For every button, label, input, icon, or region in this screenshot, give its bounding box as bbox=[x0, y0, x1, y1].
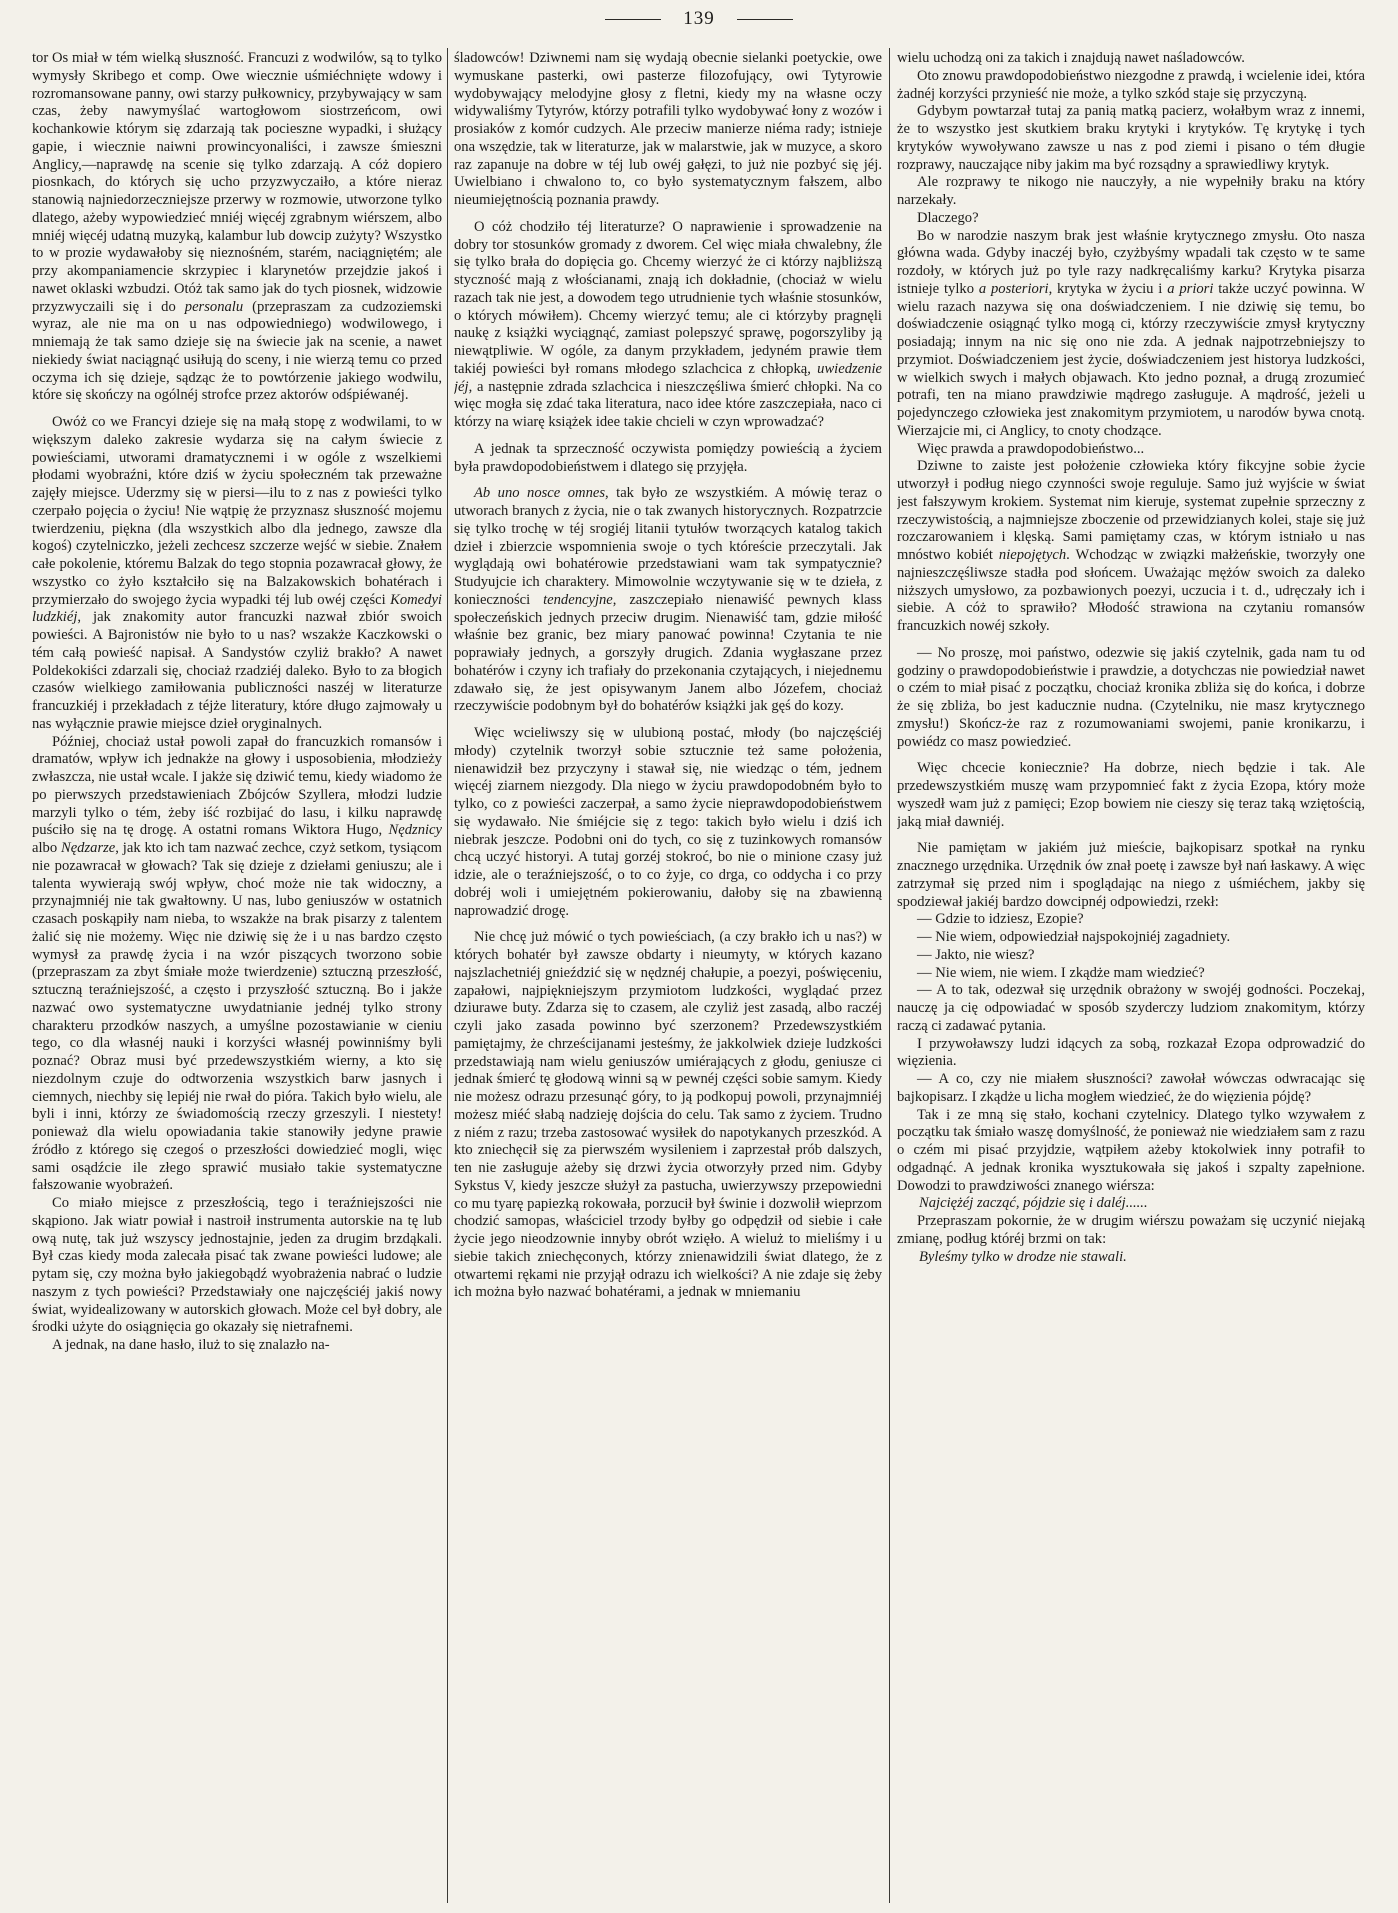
text-run: śladowców! Dziwnemi nam się wydają obecnie sielanki poetyckie, owe wymuskane pasterki, owi pasterze filozofujący, owi Tytyrowie wydobywający melodyjne głosy z fletni, kiedy my na własne oczy widywaliśmy Tytyrów, którzy potrafili tylko wydobywać łony z wozów i prosiaków z komór cudzych. Ale przeciw manierze niéma rady; istnieje ona wszędzie, tak w literaturze, jak w malarstwie, jak w muzyce, a skoro raz zapanuje na dobre w téj lub owéj gałęzi, to już nie pozbyć się jéj. Uwielbiano i chwalono to, co było systematycznym fałszem, albo nieumiejętnością poznania prawdy. bbox=[454, 50, 882, 208]
paragraph bbox=[454, 219, 882, 432]
paragraph bbox=[897, 50, 1365, 68]
text-run: Tak i ze mną się stało, kochani czytelnicy. Dlatego tylko wzywałem z początku tak śmiało waszę domyślność, że ponieważ nie wiedziałem sam z razu o czém mi pisać przyjdzie, wątpiłem ażeby ktokolwiek inny potrafił to odgadnąć. A jednak kronika wysztukowała się jakoś i szpalty zapełnione. Dowodzi to prawdziwości znanego wiérsza: bbox=[897, 1106, 1365, 1194]
text-run: , jak kto ich tam nazwać zechce, czyż setkom, tysiącom nie pozawracał w głowach? Tak się dzieje z dziełami geniuszu; ale i talenta wywierają swój wpływ, choć może nie tak widoczny, a przynajmniéj nie tak gwałtowny. U nas, lubo geniuszów w ostatnich czasach poskąpiły nam nieba, to wszakże na brak pisarzy z talentem żalić się nie możemy. Więc nie dziwię się że i u nas bardzo często wymysł za prawdę życia i na wzór piszących tworzono sobie (przepraszam za zbyt śmiałe może twierdzenie) sztuczną przeszłość, sztuczną teraźniejszość, a często i przyszłość sztuczną. Bo i jakże nazwać owo systematyczne uwydatnianie jednéj tylko strony charakteru przodków naszych, a umyślne pozostawianie w cieniu tego, co dla własnéj nauki i korzyści własnéj powinniśmy byli poznać? Obraz musi być przedewszystkiém wierny, a kto się niezdolnym czuje do odtworzenia wszystkich barw jasnych i ciemnych, niechby się lepiéj nie rwał do pióra. Takich było wielu, ale byli i inni, którzy ze świadomością rzeczy grzeszyli. I niestety! ponieważ dla wielu opowiadania takie stanowiły jedyne prawie źródło z którego się czegoś o przeszłości dowiedzieć mogli, więc sami osądźcie ile złego sprawić musiało takie systematyczne fałszowanie wyobrażeń. bbox=[32, 840, 442, 1194]
text-run: Co miało miejsce z przeszłością, tego i teraźniejszości nie skąpiono. Jak wiatr powiał i nastroił instrumenta autorskie na tę lub ową nutę, tak już wszyscy jednostajnie, jeden za drugim brzdąkali. Był czas kiedy moda zalecała pisać tak zwane powieści ludowe; ale pytam się, czy można było jakiegobądź wyobrażenia nabrać o ludzie naszym z tych powieści? Przedstawiały one najczęściéj jakiś nowy świat, wyidealizowany w autorskich głowach. Może cel był dobry, ale środki użyte do osiągnięcia go okazały się nietrafnemi. bbox=[32, 1195, 442, 1336]
text-run: Owóż co we Francyi dzieje się na małą stopę z wodwilami, to w większym daleko zakresie wydarza się na całym świecie z powieściami, utworami dramatycznemi i w ogóle z wszelkiemi płodami wyobraźni, które dziś w życiu społeczném tak przeważne zajęły miejsce. Uderzmy się w piersi—ilu to z nas z powieści tylko czerpało pojęcia o życiu! Nie wątpię że przyznasz słuszność mojemu twierdzeniu, piękna (dla wszystkich albo dla jednego, zawsze dla kogoś) czytelniczko, jeżeli zechcesz szczerze wejść w siebie. Znałem całe pokolenie, któremu Balzak do tego stopnia pozawracał głowy, że wszystko co żyło kształciło się na Balzakowskich bohatérach i przymierzało do swojego życia wypadki téj lub owéj części bbox=[32, 414, 442, 608]
paragraph bbox=[897, 760, 1365, 831]
text-run: — No proszę, moi państwo, odezwie się jakiś czytelnik, gada nam tu od godziny o prawdopodobieństwie i prawdzie, a dotychczas nie powiedział nawet o czém to miał pisać z początku, chociaż kronika zbliża się do końca, i dobrze że się zbliża, bo jest kaducznie nudna. (Czytelniku, nie masz krytycznego zmysłu!) Skończ-że raz z rozumowaniami swojemi, panie kronikarzu, i powiédz co masz powiedzieć. bbox=[897, 644, 1365, 750]
paragraph bbox=[897, 911, 1365, 929]
paragraph bbox=[897, 210, 1365, 228]
paragraph bbox=[897, 840, 1365, 911]
paragraph bbox=[897, 1107, 1365, 1196]
text-run: Ale rozprawy te nikogo nie nauczyły, a nie wypełniły braku na który narzekały. bbox=[897, 174, 1365, 208]
text-run: , tak było ze wszystkiém. A mówię teraz o utworach branych z życia, nie o tak zwanych historycznych. Rozpatrzcie się tylko trochę w téj srogiéj litanii tytułów tworzących katalog takich dzieł i zbierzcie wspomnienia swoje o tych któreście przeczytali. Jak wyglądają owi bohatérowie przedstawiani wam tak sympatycznie? Studyujcie ich charaktery. Mimowolnie wczytywanie się w te dzieła, z konieczności bbox=[454, 485, 882, 608]
italic-text-run: Ab uno nosce omnes bbox=[474, 485, 606, 502]
paragraph bbox=[897, 228, 1365, 441]
italic-text-run: uwiedzenie jéj bbox=[454, 360, 882, 395]
italic-text-run: Najciężéj zacząć, pójdzie się i daléj...... bbox=[919, 1195, 1148, 1212]
text-run: także uczyć powinna. W wielu razach nazywa się ona doświadczeniem. I nie dziwię się temu, bo doświadczenie osiągnąć tylko mogą ci, którzy rzeczywiście zmysł krytyczny posiadają; innym na nic się ono nie zda. A jednak najpotrzebniejszy to przymiot. Doświadczeniem jest życie, doświadczeniem jest historya ludzkości, w wielkich swych i małych objawach. Kto jedno poznał, a drugą zrozumieć potrafi, ten na miano prawdziwie mądrego zasługuje. A mądrość, jeżeli u pojedynczego człowieka jest znakomitym przymiotem, u narodów bywa cnotą. Wierzajcie mi, ci Anglicy, to cnoty chodzące. bbox=[897, 280, 1365, 439]
text-run: O cóż chodziło téj literaturze? O naprawienie i sprowadzenie na dobry tor stosunków gromady z dworem. Cel więc miała chwalebny, źle się tylko brała do dopięcia go. Chcemy wierzyć że ci którzy najbliższą styczność mają z włościanami, znają ich dokładnie, (chociaż w wielu razach tak nie jest, a dowodem tego utrudnienie tych właśnie stosunków, o których mówiłem). Chcemy wierzyć temu; ale ci którzyby pragnęli naukę z książki wyciągnąć, zamiast polepszyć sprawę, pogorszyliby ją niewątpliwie. W ogóle, za danym przykładem, jedyném prawie tłem takiéj powieści był romans młodego szlachcica z chłopką, bbox=[454, 218, 882, 377]
italic-text-run: Nędzarze bbox=[60, 840, 116, 856]
text-run: , zaszczepiało nienawiść pewnych klass społeczeńskich jednych przeciw drugim. Nienawiść tam, gdzie miłość właśnie bez granic, bez miary panować powinna! Czytania te nie poprawiały jednych, a gorszyły drugich. Zdania wygłaszane przez bohatérów i czyny ich trafiały do przekonania czytających, i niejednemu zdawało się, że jest opisywanym Janem albo Józefem, chociaż rzeczywiście podobnym był do bohatérów książki jak gęś do kozy. bbox=[454, 591, 882, 715]
text-run: Później, chociaż ustał powoli zapał do francuzkich romansów i dramatów, wpływ ich jednakże na głowy i usposobienia, młodzieży zwłaszcza, nie ustał wcale. I jakże się dziwić temu, kiedy wiadomo że po pierwszych przedstawieniach Zbójców Szyllera, młodzi ludzie marzyli tylko o tém, żeby iść rozbijać do lasu, i kilku naprawdę puściło się na tę drogę. A ostatni romans Wiktora Hugo, bbox=[32, 733, 442, 839]
column-divider bbox=[447, 48, 448, 1903]
paragraph bbox=[454, 441, 882, 477]
text-column-3 bbox=[897, 50, 1365, 1905]
paragraph bbox=[32, 1337, 442, 1355]
text-run: tor Os miał w tém wielką słuszność. Francuzi z wodwilów, są to tylko wymysły Skribego et comp. Owe wiecznie uśmiéchnięte wdowy i rozromansowane panny, owi starzy pułkownicy, przybywający w sam czas, żeby nawymyślać wartogłowom siostrzeńcom, owi kochankowie którym się zdarzają tak pocieszne wypadki, i służący gapie, i wiecznie naiwni prowincyonaliści, i zawsze śmieszni Anglicy,—naprawdę na scenie się tylko zdarzają. A cóż dopiero piosnkach, do których się ucho przyzwyczaiło, a które nieraz stanowią najniedorzeczniejsze przerwy w rozmowie, utworzone tylko dlatego, ażeby wypowiedzieć mniéj więcéj zgrabnym wiérszem, albo mniéj więcéj udatną muzyką, kalambur lub dowcip zużyty? Wszystko to w prozie wydawałoby się nieznośném, starém, naciągniętém; ale przy akompaniamencie skrzypiec i klarynetów przejdzie jakoś i nawet oklaski wzbudzi. Otóż tak samo jak do tych piosnek, widzowie przyzwyczaili się i do bbox=[32, 50, 442, 315]
paragraph bbox=[897, 1249, 1365, 1267]
text-run: (przepraszam za cudzoziemski wyraz, ale nie ma on u nas odpowiedniego) wodwilowego, i mniemają że tak samo dzieje się na świecie jak na scenie, a nawet niekiedy świat naciągnąć usiłują do sceny, i nie wierzą temu co przed oczyma ich się dzieje, sądząc że to powtórzenie jakiego wodwilu, które się skończy na ogólnéj strofce przez aktorów odśpiéwanéj. bbox=[32, 298, 442, 404]
page-number: 139 bbox=[683, 8, 715, 29]
paragraph bbox=[32, 734, 442, 1196]
paragraph bbox=[32, 1195, 442, 1337]
text-run: Nie pamiętam w jakiém już mieście, bajkopisarz spotkał na rynku znacznego urzędnika. Urzędnik ów znał poetę i zawsze był nań łaskawy. A więc zatrzymał się przed nim i spoglądając na niego z uśmiéchem, jakby się spodziewał jakiéj bardzo dowcipnéj odpowiedzi, rzekł: bbox=[897, 840, 1365, 910]
text-run: — A to tak, odezwał się urzędnik obrażony w swojéj godności. Poczekaj, nauczę ja cię odpowiadać w sposób szyderczy ludziom znakomitym, którzy raczą ci zadawać pytania. bbox=[897, 982, 1365, 1034]
text-run: , a następnie zdrada szlachcica i nieszczęśliwa śmierć chłopki. Na co więc mogła się zdać taka literatura, naco idee które zaszczepiała, naco ci którzy na wiarę książek idee takie chcieli w czyn wprowadzać? bbox=[454, 378, 882, 430]
paragraph bbox=[454, 929, 882, 1302]
text-run: A jednak ta sprzeczność oczywista pomiędzy powieścią a życiem była prawdopodobieństwem i dlatego się przyjęła. bbox=[454, 440, 882, 475]
paragraph bbox=[897, 441, 1365, 459]
text-run: Dlaczego? bbox=[917, 209, 979, 226]
paragraph bbox=[32, 50, 442, 405]
text-run: Nie chcę już mówić o tych powieściach, (a czy brakło ich u nas?) w których bohatér był zawsze obdarty i nieumyty, w których kazano najszlachetniéj gnieździć się w nędznéj chałupie, a poezyi, poświęceniu, zapałowi, najpiękniejszym przymiotom ludzkości, wyglądać przez dziurawe buty. Zdarza się to czasem, ale czyliż jest zasadą, albo raczéj czyli jako zasada powinno być szerzonem? Przedewszystkiém pamiętajmy, że chrześcijanami jesteśmy, że jakkolwiek dzieje ludzkości przedstawiają nam wielu geniuszów umiérających z głodu, geniusze ci jednak śmierć tę głodową winni są w pewnéj części sobie samym. Kiedy nie możesz odrazu przesunąć góry, to ją podkopuj powoli, przynajmniéj możesz miéć słabą nadzieję dojścia do celu. Tak samo z życiem. Trudno z niém z razu; trzeba zastosować wysiłek do napotykanych przeszkód. A kto zniechęcił się za pierwszém wysileniem i zaprzestał prób dalszych, ten nie zasługuje ażeby się drzwi życia otworzyły przed nim. Gdyby Sykstus V, kiedy jeszcze służył za pastucha, uwierzywszy przepowiedni co mu tyarę papiezką rokowała, porzucił był świnie i dozwolił wieprzom chodzić samopas, właściciel trzody byłby go odpędził od siebie i całe życie jego nieodzownie innyby obrót wzięło. A wieluż to mieliśmy i u siebie takich zniechęconych, którzy znienawidzili świat dlatego, że z otwartemi rękami nie przyjął odrazu ich wielkości? A nie zdaje się żeby ich można było nazwać bohatérami, a jednak w mniemaniu bbox=[454, 929, 882, 1301]
text-run: Oto znowu prawdopodobieństwo niezgodne z prawdą, i wcielenie idei, która żadnéj korzyści przynieść nie może, a tylko szkód staje się przyczyną. bbox=[897, 67, 1365, 102]
text-run: albo bbox=[32, 840, 61, 856]
text-run: A jednak, na dane hasło, iluż to się znalazło na- bbox=[52, 1337, 330, 1353]
text-run: Przepraszam pokornie, że w drugim wiérszu poważam się uczynić niejaką zmianę, podług któréj brzmi on tak: bbox=[897, 1213, 1365, 1247]
paragraph bbox=[454, 50, 882, 210]
paragraph bbox=[897, 947, 1365, 965]
column-divider bbox=[889, 48, 890, 1903]
text-run: — Nie wiem, nie wiem. I zkądże mam wiedzieć? bbox=[917, 964, 1205, 981]
text-column-2 bbox=[454, 50, 882, 1905]
text-run: Dziwne to zaiste jest położenie człowieka który fikcyjne sobie życie utworzył i podług niego czynności swoje reguluje. Samo już wyjście w świat jest fałszywym krokiem. Systemat nim kieruje, systemat zupełnie sprzeczny z rzeczywistością, a najmniejsze zboczenie od przewidzianych kolei, staje się już rozczarowaniem i klęską. Sami pamiętamy czas, w którym istniało u nas mnóstwo kobiét bbox=[897, 458, 1365, 563]
header-rule-right bbox=[737, 19, 793, 20]
paragraph bbox=[897, 103, 1365, 174]
text-run: Bo w narodzie naszym brak jest właśnie krytycznego zmysłu. Oto nasza główna wada. Gdyby inaczéj było, czyżbyśmy wpadali tak często w te same rozdoły, w których już po tyle razy nadkręcaliśmy karku? Krytyka pisarza istnieje tylko bbox=[897, 227, 1365, 297]
paragraph bbox=[897, 1213, 1365, 1249]
text-run: wielu uchodzą oni za takich i znajdują nawet naśladowców. bbox=[897, 50, 1245, 66]
italic-text-run: personalu bbox=[184, 298, 244, 315]
text-run: Więc wcieliwszy się w ulubioną postać, młody (bo najczęściéj młody) czytelnik tworzył sobie sztucznie też same położenia, nienawidził bez przyczyny i stawał się, nie wiedząc o tém, jednem więcéj ziarnem niezgody. Dla niego w życiu prawdopodobném było to tylko, co z powieści zaczerpał, a samo życie nieprawdopodobieństwem się wydawało. Nie śmiéjcie się z tego: takich było wielu i dziś ich niebrak jeszcze. Podobni oni do tych, co się z tuzinkowych romansów chcą uczyć historyi. A tutaj gorzéj stokroć, bo nie o minione czasy już idzie, ale o teraźniejszość, o to co żyje, co drga, co oddycha i co przy dobréj woli i umiejętném pokierowaniu, dałoby się na zbawienną naprowadzić drogę. bbox=[454, 725, 882, 919]
italic-text-run: Byleśmy tylko w drodze nie stawali. bbox=[919, 1248, 1127, 1265]
text-run: , krytyka w życiu i bbox=[1048, 280, 1168, 297]
italic-text-run: a priori bbox=[1167, 280, 1214, 297]
italic-text-run: Komedyi ludzkiéj bbox=[32, 591, 442, 626]
text-run: I przywoławszy ludzi idących za sobą, rozkazał Ezopa odprowadzić do więzienia. bbox=[897, 1035, 1365, 1070]
paragraph bbox=[454, 485, 882, 716]
italic-text-run: tendencyjne bbox=[543, 591, 613, 608]
paragraph bbox=[897, 982, 1365, 1035]
italic-text-run: niepojętych bbox=[998, 547, 1067, 563]
text-run: . Wchodząc w związki małżeńskie, tworzyły one najnieszczęśliwsze stadła pod słońcem. Uważając mężów swoich za daleko niższych umysłowo, za pozbawionych poezyi, uczucia i t. d., udręczały ich i siebie. A cóż to sprawiło? Młodość strawiona na czytaniu romansów francuzkich nowéj szkoły. bbox=[897, 547, 1365, 634]
paragraph bbox=[454, 725, 882, 920]
text-run: Więc chcecie koniecznie? Ha dobrze, niech będzie i tak. Ale przedewszystkiém muszę wam przypomnieć fakt z życia Ezopa, który może wyszedł wam już z pamięci; Ezop bowiem nie cieszy się teraz taką wziętością, jaką miał dawniéj. bbox=[897, 760, 1365, 830]
header-rule-left bbox=[605, 19, 661, 20]
paragraph bbox=[897, 1036, 1365, 1072]
paragraph bbox=[897, 1195, 1365, 1213]
page-header bbox=[0, 6, 1398, 32]
paragraph bbox=[897, 965, 1365, 983]
text-column-1 bbox=[32, 50, 442, 1905]
paragraph bbox=[897, 1071, 1365, 1107]
text-run: — Gdzie to idziesz, Ezopie? bbox=[917, 911, 1084, 928]
paragraph bbox=[897, 929, 1365, 947]
text-run: — Nie wiem, odpowiedział najspokojniéj zagadniety. bbox=[917, 929, 1231, 945]
text-run: — A co, czy nie miałem słuszności? zawołał wówczas odwracając się bajkopisarz. I zkądże u licha mogłem wiedzieć, że do więzienia pójdę? bbox=[897, 1071, 1365, 1105]
text-run: — Jakto, nie wiesz? bbox=[917, 946, 1035, 963]
paragraph bbox=[32, 414, 442, 734]
text-run: , jak znakomity autor francuzki nazwał zbiór swoich powieści. A Bajronistów nie było to u nas? wszakże Kaczkowski o tém całą powieść napisał. A Sandystów czyliż brakło? A nawet Poldekokiści zdarzali się, chociaż rzadziéj daleko. Było to za błogich czasów wielkiego zamiłowania publiczności naszéj w literaturze francuzkiéj i przekładach z téjże literatury, które długo zajmowały u nas wyłącznie prawie miejsce dzieł oryginalnych. bbox=[32, 609, 442, 732]
italic-text-run: Nędznicy bbox=[388, 822, 442, 839]
text-run: Więc prawda a prawdopodobieństwo... bbox=[917, 440, 1145, 457]
paragraph bbox=[897, 68, 1365, 104]
italic-text-run: a posteriori bbox=[978, 280, 1049, 297]
text-run: Gdybym powtarzał tutaj za panią matką pacierz, wołałbym wraz z innemi, że to wszystko jest skutkiem braku krytyki i krytyków. Tę krytykę i tych krytyków wywoływano zawsze u nas z pod ziemi i pisano o tém długie rozprawy, nauczające niby jakim ma być rozsądny a sprawiedliwy krytyk. bbox=[897, 103, 1365, 173]
paragraph bbox=[897, 645, 1365, 752]
paragraph bbox=[897, 458, 1365, 636]
paragraph bbox=[897, 174, 1365, 210]
